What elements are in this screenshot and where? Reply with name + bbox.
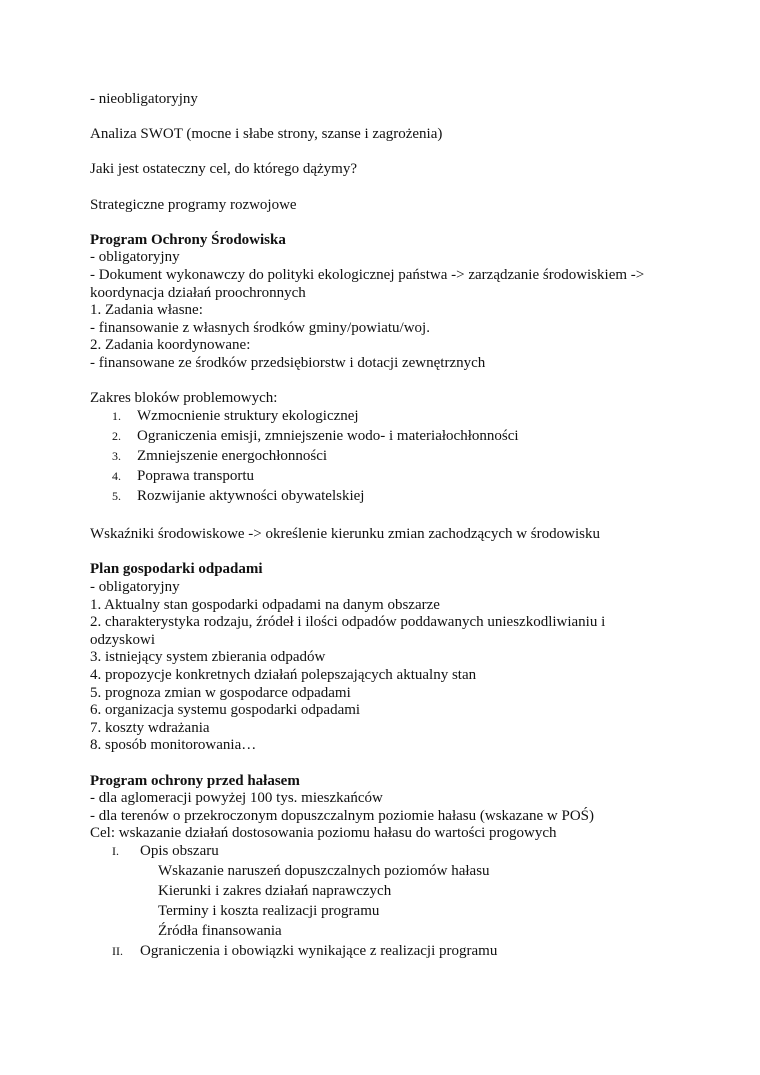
list-item xyxy=(90,428,690,446)
list-number: 4. xyxy=(112,469,121,484)
text-line: - Dokument wykonawczy do polityki ekologicznej państwa -> zarządzanie środowiskiem -> xyxy=(90,266,645,283)
section-heading: Program ochrony przed hałasem xyxy=(90,772,300,789)
list-text: Poprawa transportu xyxy=(137,468,255,485)
intro-line: Strategiczne programy rozwojowe xyxy=(90,196,297,213)
roman-text: Ograniczenia i obowiązki wynikające z realizacji programu xyxy=(140,943,498,960)
text-line: 7. koszty wdrażania xyxy=(90,719,210,736)
roman-list-item xyxy=(90,943,690,961)
list-text: Rozwijanie aktywności obywatelskiej xyxy=(137,488,365,505)
list-text: Zmniejszenie energochłonności xyxy=(137,448,328,465)
list-number: 5. xyxy=(112,489,121,504)
text-line: - finansowanie z własnych środków gminy/powiatu/woj. xyxy=(90,319,430,336)
list-text: Wzmocnienie struktury ekologicznej xyxy=(137,407,359,424)
list-number: 3. xyxy=(112,449,121,464)
text-line: Cel: wskazanie działań dostosowania poziomu hałasu do wartości progowych xyxy=(90,825,557,842)
sub-item: Kierunki i zakres działań naprawczych xyxy=(158,883,392,900)
list-number: 1. xyxy=(112,408,121,423)
text-line: 6. organizacja systemu gospodarki odpadami xyxy=(90,702,361,719)
text-line: - obligatoryjny xyxy=(90,249,180,266)
list-title: Zakres bloków problemowych: xyxy=(90,390,278,407)
roman-number: I. xyxy=(112,843,119,858)
sub-item: Terminy i koszta realizacji programu xyxy=(158,903,380,920)
text-line: 2. Zadania koordynowane: xyxy=(90,337,251,354)
sub-item: Źródła finansowania xyxy=(158,923,282,940)
roman-number: II. xyxy=(112,944,123,959)
roman-list-item xyxy=(90,843,690,861)
list-number: 2. xyxy=(112,428,121,443)
text-line: 1. Aktualny stan gospodarki odpadami na danym obszarze xyxy=(90,596,440,613)
intro-line: Analiza SWOT (mocne i słabe strony, szanse i zagrożenia) xyxy=(90,126,443,143)
text-line: - dla aglomeracji powyżej 100 tys. mieszkańców xyxy=(90,790,383,807)
text-line: 1. Zadania własne: xyxy=(90,302,203,319)
text-line: 5. prognoza zmian w gospodarce odpadami xyxy=(90,684,351,701)
text-line: koordynacja działań proochronnych xyxy=(90,284,306,301)
text-line: 8. sposób monitorowania… xyxy=(90,737,257,754)
text-line: - obligatoryjny xyxy=(90,579,180,595)
text-line: Wskaźniki środowiskowe -> określenie kierunku zmian zachodzących w środowisku xyxy=(90,526,600,543)
text-line: odzyskowi xyxy=(90,631,155,648)
text-line: - dla terenów o przekroczonym dopuszczalnym poziomie hałasu (wskazane w POŚ) xyxy=(90,807,595,824)
list-item xyxy=(90,408,690,426)
list-item xyxy=(90,448,690,466)
text-line: - finansowane ze środków przedsiębiorstw i dotacji zewnętrznych xyxy=(90,354,486,371)
sub-item: Wskazanie naruszeń dopuszczalnych poziomów hałasu xyxy=(158,863,490,879)
list-text: Ograniczenia emisji, zmniejszenie wodo- i materiałochłonności xyxy=(137,427,519,444)
document-body xyxy=(90,91,690,963)
roman-text: Opis obszaru xyxy=(140,842,219,859)
text-line: 4. propozycje konkretnych działań polepszających aktualny stan xyxy=(90,666,477,683)
list-item xyxy=(90,468,690,486)
text-line: 3. istniejący system zbierania odpadów xyxy=(90,649,326,666)
text-line: 2. charakterystyka rodzaju, źródeł i ilości odpadów poddawanych unieszkodliwianiu i xyxy=(90,614,606,631)
intro-line: - nieobligatoryjny xyxy=(90,91,198,107)
section-heading: Program Ochrony Środowiska xyxy=(90,231,286,248)
intro-line: Jaki jest ostateczny cel, do którego dążymy? xyxy=(90,161,357,178)
section-heading: Plan gospodarki odpadami xyxy=(90,561,263,578)
list-item xyxy=(90,488,690,506)
